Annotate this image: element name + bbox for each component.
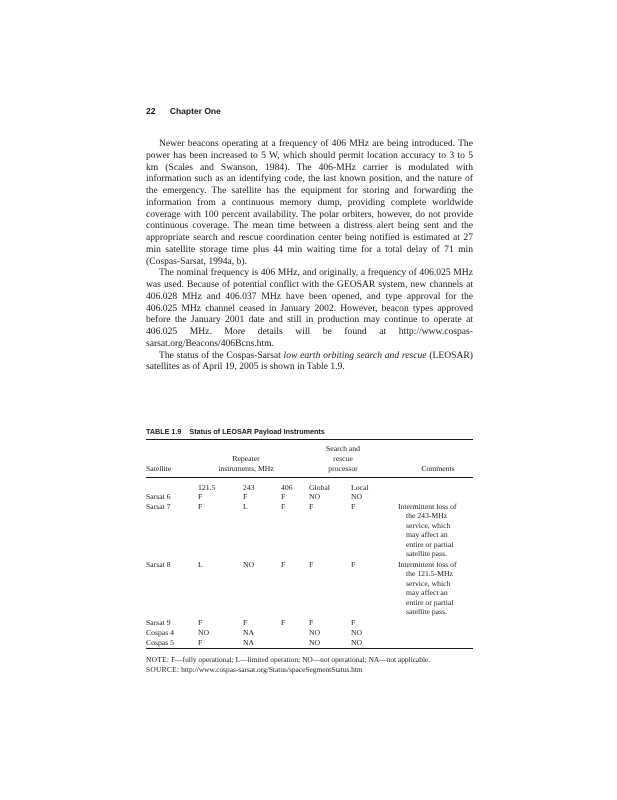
table-row-cospas4-satellite: Cospas 4: [146, 628, 174, 637]
table-row-sarsat7-satellite: Sarsat 7: [146, 502, 171, 511]
comment-line: may affect an: [406, 530, 448, 540]
paragraph-2: The nominal frequency is 406 MHz, and originally, a frequency of 406.025 MHz was used. Because of potential conflict with the GEOSAR system, new channels at 406.028 MHz and 406.037 MHz have been opened, and type approval for the 406.025 MHz channel ceased in January 2002. However, beacon types approved before the January 2001 date and still in production may continue to operate at 406.025 MHz. More details will be found at http://www.cospas-sarsat.org/Beacons/406Bcns.htm.: [146, 267, 473, 349]
table-row-cospas4-global: NO: [309, 628, 321, 637]
table-row-sarsat8-comment: [398, 560, 478, 616]
subheader-121-5: 121.5: [198, 483, 216, 492]
table-row-sarsat6-global: NO: [309, 492, 321, 501]
table-row-sarsat7-local: F: [351, 502, 356, 511]
comment-line: satellite pass.: [406, 549, 447, 559]
table-caption: [146, 427, 325, 436]
table-row-cospas4-local: NO: [351, 628, 363, 637]
table-row-cospas5-243: NA: [243, 638, 255, 647]
header-sar-3: processor: [328, 464, 358, 473]
note-label: NOTE:: [146, 655, 170, 664]
comment-line: Intermittent loss of: [398, 560, 457, 569]
comment-line: service, which: [406, 578, 451, 588]
table-row-sarsat8-global: F: [309, 560, 314, 569]
table-title: Status of LEOSAR Payload Instruments: [189, 427, 325, 436]
note-text: F—fully operational; L—limited operation; NO—not operational; NA—not applicable.: [171, 655, 431, 664]
table-row-cospas4-121: NO: [198, 628, 210, 637]
table-row-sarsat6-local: NO: [351, 492, 363, 501]
table-row-sarsat9-satellite: Sarsat 9: [146, 618, 171, 627]
table-row-cospas5-121: F: [198, 638, 203, 647]
table-row-cospas5-satellite: Cospas 5: [146, 638, 174, 647]
chapter-title: Chapter One: [169, 106, 221, 116]
table-header-rule: [146, 477, 473, 478]
subheader-local: Local: [351, 483, 369, 492]
comment-line: Intermittent loss of: [398, 502, 457, 511]
table-row-sarsat6-243: F: [243, 492, 248, 501]
table-row-sarsat6-406: F: [281, 492, 286, 501]
header-repeater-2: instruments, MHz: [218, 464, 274, 473]
header-comments: Comments: [421, 464, 455, 473]
table-note: [146, 655, 486, 665]
table-row-cospas4-243: NA: [243, 628, 255, 637]
table-row-sarsat8-406: F: [281, 560, 286, 569]
table-row-sarsat7-comment: [398, 502, 478, 558]
header-repeater-1: Repeater: [232, 454, 260, 463]
table-source: [146, 665, 486, 675]
table-row-sarsat7-121: F: [198, 502, 203, 511]
table-row-sarsat9-local: F: [351, 618, 356, 627]
table-row-sarsat8-satellite: Sarsat 8: [146, 560, 171, 569]
page-number: 22: [146, 106, 156, 116]
table-row-sarsat7-243: L: [243, 502, 248, 511]
running-head: [146, 106, 221, 116]
subheader-global: Global: [309, 483, 330, 492]
table-row-sarsat7-406: F: [281, 502, 286, 511]
table-row-cospas5-local: NO: [351, 638, 363, 647]
header-sar-2: rescue: [333, 454, 353, 463]
header-satellite: Satellite: [146, 464, 172, 473]
comment-line: the 121.5-MHz: [406, 569, 453, 579]
table-bottom-rule: [146, 648, 473, 649]
table-row-sarsat8-local: F: [351, 560, 356, 569]
header-sar-1: Search and: [326, 444, 360, 453]
table-label: TABLE 1.9: [146, 427, 182, 436]
subheader-406: 406: [281, 483, 293, 492]
table-row-sarsat9-global: F: [309, 618, 314, 627]
table-row-sarsat6-satellite: Sarsat 6: [146, 492, 171, 501]
table-row-sarsat7-global: F: [309, 502, 314, 511]
paragraph-1: Newer beacons operating at a frequency of 406 MHz are being introduced. The power has been increased to 5 W, which should permit location accuracy to 3 to 5 km (Scales and Swanson, 1984). The 406-MHz carrier is modulated with information such as an identifying code, the last known position, and the nature of the emergency. The satellite has the equipment for storing and forwarding the information from a continuous memory dump, providing complete worldwide coverage with 100 percent availability. The polar orbiters, however, do not provide continuous coverage. The mean time between a distress alert being sent and the appropriate search and rescue coordination center being notified is estimated at 27 min satellite storage time plus 44 min waiting time for a total delay of 71 min (Cospas-Sarsat, 1994a, b).: [146, 138, 473, 267]
table-notes: [146, 655, 486, 674]
source-label: SOURCE:: [146, 664, 180, 674]
paragraph-3-lead: The status of the Cospas-Sarsat: [159, 349, 284, 361]
subheader-243: 243: [243, 483, 255, 492]
comment-line: the 243-MHz: [406, 511, 448, 521]
table-row-sarsat9-121: F: [198, 618, 203, 627]
table-row-sarsat6-121: F: [198, 492, 203, 501]
table-row-sarsat8-243: NO: [243, 560, 255, 569]
comment-line: satellite pass.: [406, 607, 447, 617]
comment-line: service, which: [406, 520, 451, 530]
table-row-sarsat9-406: F: [281, 618, 286, 627]
table-row-sarsat9-243: F: [243, 618, 248, 627]
paragraph-3-emphasis: low earth orbiting search and rescue: [283, 349, 427, 361]
table-top-rule: [146, 439, 473, 440]
table-row-sarsat8-121: L: [198, 560, 203, 569]
comment-line: may affect an: [406, 588, 448, 598]
paragraph-3-tail: (LEOSAR) satellites as of April 19, 2005 is shown in Table 1.9.: [146, 349, 473, 373]
body-text: [146, 138, 473, 373]
comment-line: entire or partial: [406, 597, 454, 607]
table-row-cospas5-global: NO: [309, 638, 321, 647]
paragraph-3: [146, 350, 473, 374]
comment-line: entire or partial: [406, 539, 454, 549]
source-text: http://www.cospas-sarsat.org/Status/spaceSegmentStatus.htm: [181, 664, 363, 674]
